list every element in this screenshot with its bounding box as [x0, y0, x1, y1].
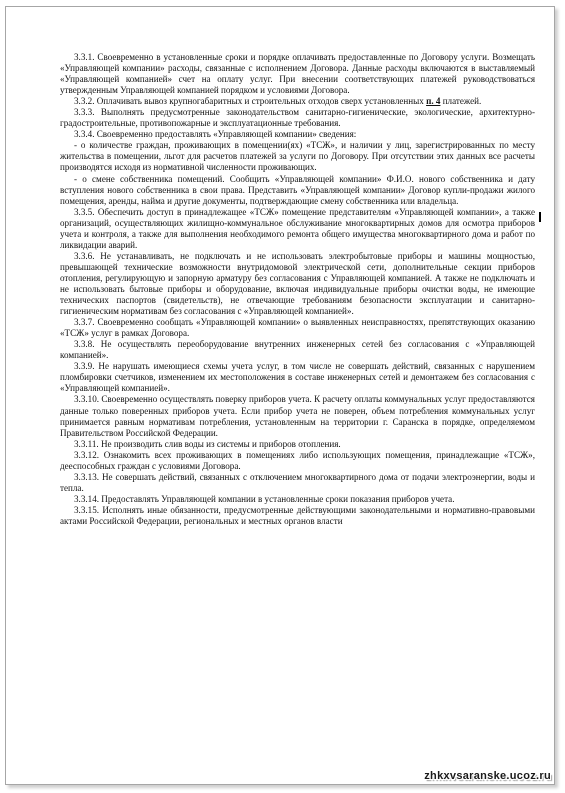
paragraph-3-3-1: 3.3.1. Своевременно в установленные сроки и порядке оплачивать предоставленные по Договору услуги. Возмещать «Управляющей компании» расходы, связанные с исполнением Договора. Данные расходы включаются в выставляемый «Управляющей компанией» счет на оплату услуг. При внесении соответствующих платежей руководствоваться утвержденным Управляющей компанией порядком и условиями Договора. [60, 52, 535, 96]
paragraph-3-3-11: 3.3.11. Не производить слив воды из системы и приборов отопления. [74, 438, 341, 449]
paragraph-3-3-2 [60, 96, 535, 107]
paragraph-3-3-2-text: 3.3.2. Оплачивать вывоз крупногабаритных и строительных отходов сверх установленных [74, 96, 427, 107]
paragraph-3-3-9: 3.3.9. Не нарушать имеющиеся схемы учета услуг, в том числе не совершать действий, связанных с нарушением пломбировки счетчиков, изменением их местоположения в составе инженерных сетей и демонтажем без согласования с «Управляющей компанией». [60, 361, 535, 394]
paragraph-3-3-10: 3.3.10. Своевременно осуществлять поверку приборов учета. К расчету оплаты коммунальных услуг предоставляются данные только поверенных приборов учета. Если прибор учета не поверен, объем потребления коммунальных услуг принимается равным нормативам потребления, установленным на территории г. Саранска в порядке, определяемом Правительством Российской Федерации. [60, 394, 535, 438]
paragraph-3-3-13: 3.3.13. Не совершать действий, связанных с отключением многоквартирного дома от подачи электроэнергии, воды и тепла. [60, 471, 535, 493]
paragraph-3-3-7: 3.3.7. Своевременно сообщать «Управляющей компании» о выявленных неисправностях, препятствующих оказанию «ТСЖ» услуг в рамках Договора. [60, 317, 535, 339]
text-cursor [539, 212, 541, 222]
paragraph-3-3-15: 3.3.15. Исполнять иные обязанности, предусмотренные действующими законодательными и нормативно-правовыми актами Российской Федерации, региональных и местных органов власти [60, 504, 535, 526]
paragraph-3-3-12: 3.3.12. Ознакомить всех проживающих в помещениях либо использующих помещения, принадлежащие «ТСЖ», дееспособных граждан с условиями Договора. [60, 449, 535, 471]
paragraph-owner-change: - о смене собственника помещений. Сообщить «Управляющей компании» Ф.И.О. нового собственника и дату вступления нового собственника в свои права. Представить «Управляющей компании» Договор купли-продажи жилого помещения, аренды, найма и другие документы, подтверждающие смену собственника или владельца. [60, 173, 535, 206]
paragraph-3-3-4: 3.3.4. Своевременно предоставлять «Управляющей компании» сведения: [74, 129, 357, 140]
paragraph-3-3-5: 3.3.5. Обеспечить доступ в принадлежащее «ТСЖ» помещение представителям «Управляющей компании», а также организаций, осуществляющих жилищно-коммунальное обслуживание многоквартирных домов для осмотра приборов учета и контроля, а также для выполнения необходимого ремонта общего имущества многоквартирного дома и работ по ликвидации аварий. [60, 206, 535, 250]
paragraph-3-3-8: 3.3.8. Не осуществлять переоборудование внутренних инженерных сетей без согласования с «Управляющей компанией». [60, 339, 535, 361]
paragraph-3-3-2-tail: платежей. [440, 96, 482, 107]
paragraph-3-3-14: 3.3.14. Предоставлять Управляющей компании в установленные сроки показания приборов учета. [74, 493, 455, 504]
site-watermark: zhkxvsaranske.ucoz.ru [424, 770, 551, 782]
clause-reference-link[interactable]: п. 4 [426, 96, 441, 107]
paragraph-residents-count: - о количестве граждан, проживающих в помещении(ях) «ТСЖ», и наличии у лиц, зарегистрированных по месту жительства в помещении, льгот для расчетов платежей за услуги по Договору. При отсутствии этих данных все расчеты производятся исходя из нормативной численности проживающих. [60, 140, 535, 173]
document-body [60, 52, 535, 527]
paragraph-3-3-3: 3.3.3. Выполнять предусмотренные законодательством санитарно-гигиенические, экологические, архитектурно-градостроительные, противопожарные и эксплуатационные требования. [60, 107, 535, 129]
paragraph-3-3-6: 3.3.6. Не устанавливать, не подключать и не использовать электробытовые приборы и машины мощностью, превышающей технические возможности внутридомовой электрической сети, дополнительные секции приборов отопления, регулирующую и запорную арматуру без согласования с Управляющей компанией. А также не подключать и не использовать бытовые приборы и оборудование, включая индивидуальные приборы очистки воды, не имеющие технических паспортов (свидетельств), не отвечающие требованиям безопасности эксплуатации и санитарно-гигиеническим нормативам без согласования с «Управляющей компанией». [60, 250, 535, 317]
